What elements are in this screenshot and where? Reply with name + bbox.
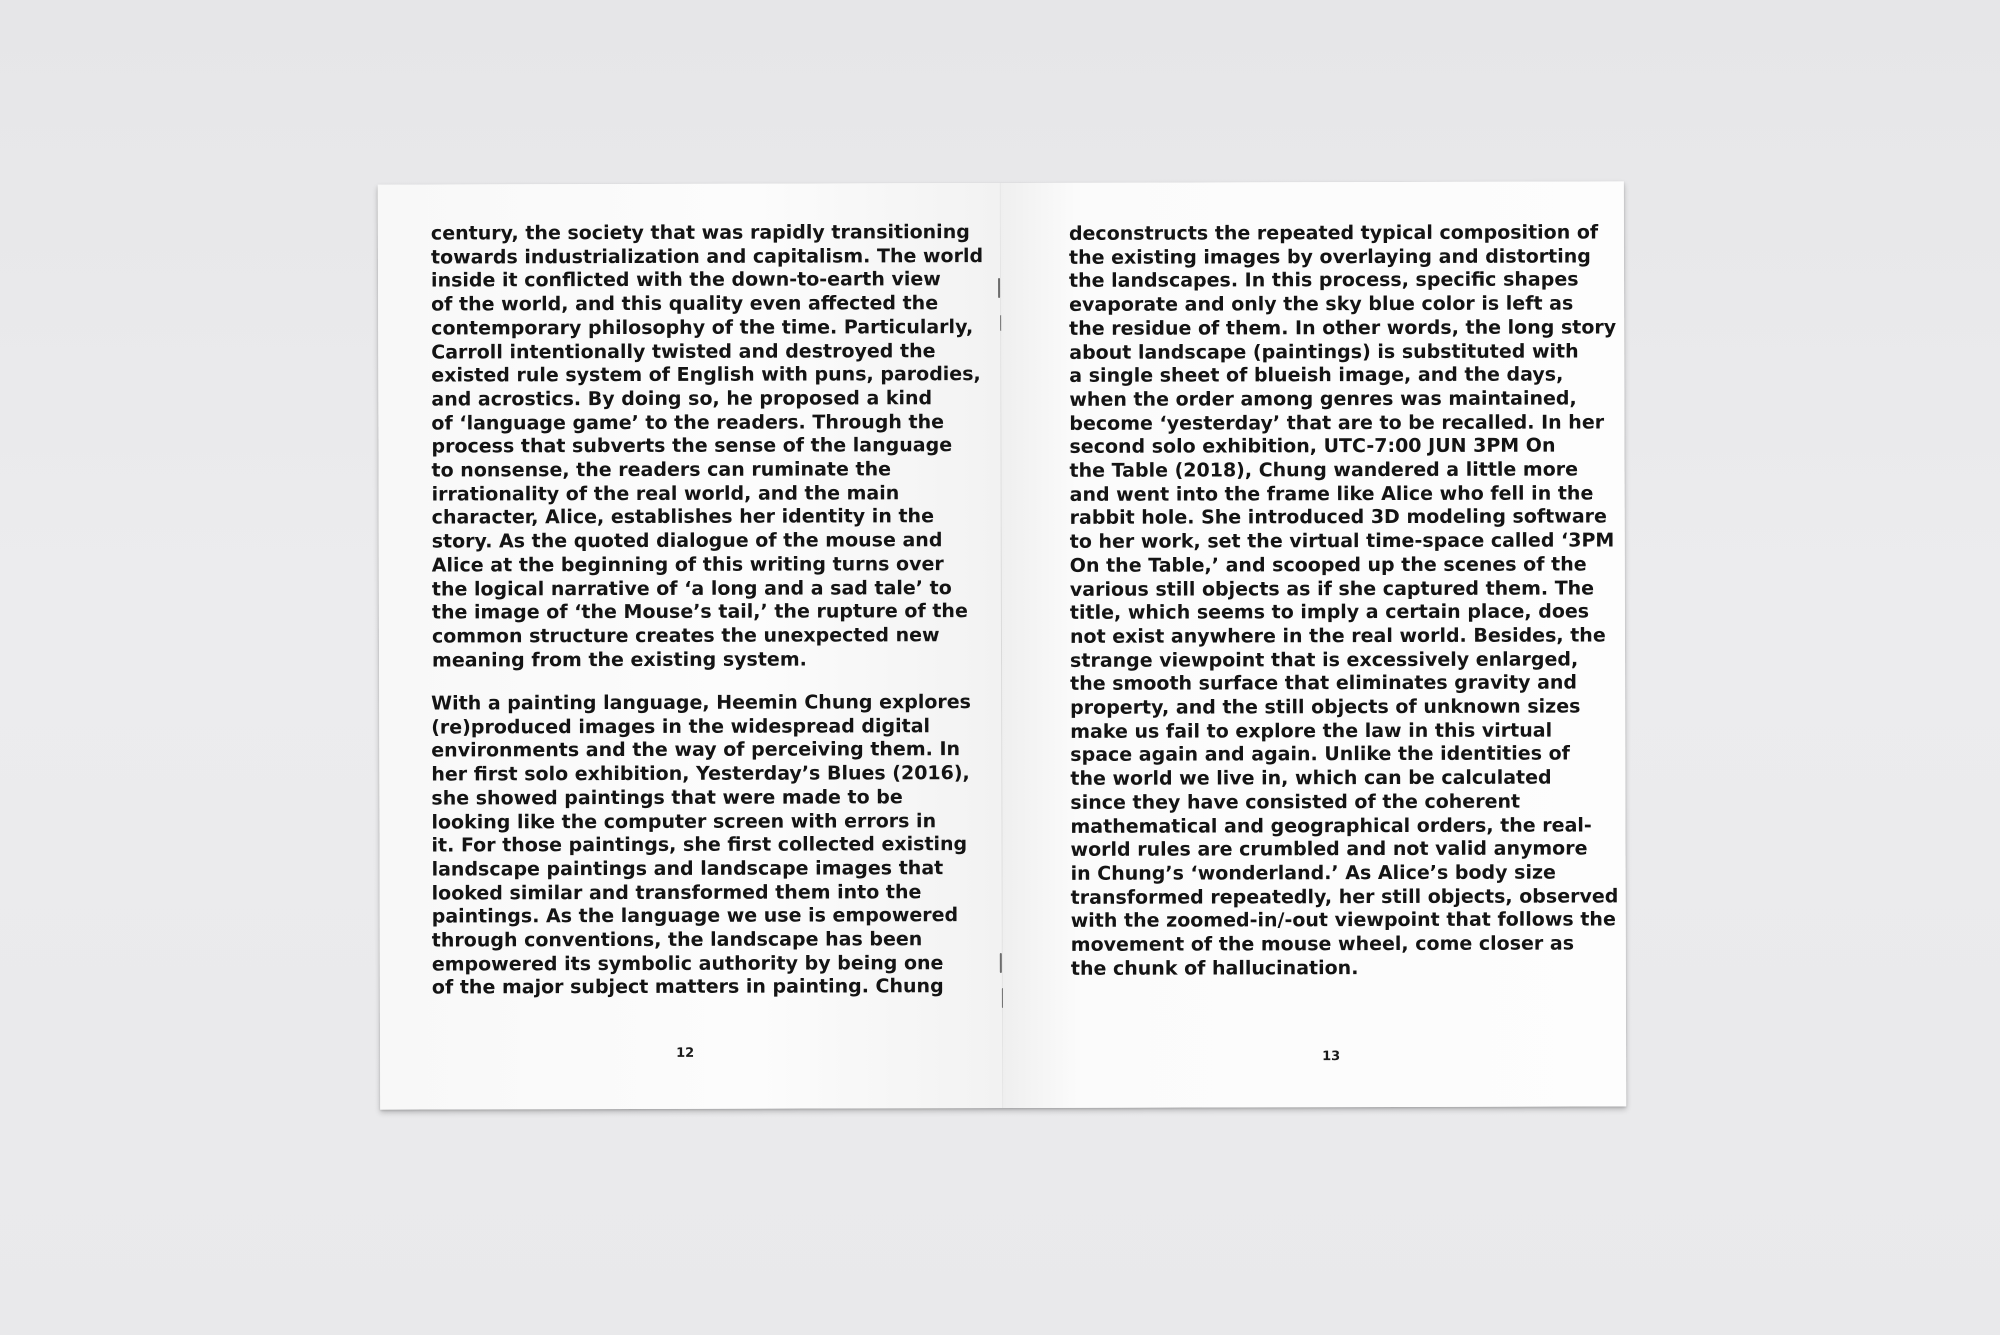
text-line: it. For those paintings, she first collected existing xyxy=(431,833,968,857)
text-line: to her work, set the virtual time-space called ‘3PM xyxy=(1069,529,1615,553)
left-paragraph-1 xyxy=(431,221,984,673)
text-line: title, which seems to imply a certain place, does xyxy=(1069,600,1590,625)
text-line: and went into the frame like Alice who fell in the xyxy=(1069,482,1594,506)
text-line: of the world, and this quality even affected the xyxy=(431,292,939,316)
text-line: about landscape (paintings) is substituted with xyxy=(1069,340,1579,364)
page-number-right: 13 xyxy=(1322,1049,1341,1065)
text-line: movement of the mouse wheel, come closer as xyxy=(1070,932,1575,956)
text-line: the image of ‘the Mouse’s tail,’ the rupture of the xyxy=(431,600,968,624)
text-line: story. As the quoted dialogue of the mouse and xyxy=(431,529,943,553)
left-page xyxy=(378,183,1003,1110)
text-line: looking like the computer screen with errors in xyxy=(431,809,937,834)
text-line: to nonsense, the readers can ruminate the xyxy=(431,458,892,482)
text-line: the world we live in, which can be calculated xyxy=(1070,766,1552,790)
text-line: empowered its symbolic authority by being one xyxy=(431,951,944,976)
text-line: Carroll intentionally twisted and destroyed the xyxy=(431,339,936,364)
left-paragraph-2 xyxy=(431,691,972,1001)
text-line: character, Alice, establishes her identity in the xyxy=(431,505,934,529)
text-line: of ‘language game’ to the readers. Through the xyxy=(431,410,945,435)
text-line: existed rule system of English with puns, parodies, xyxy=(431,363,981,387)
text-line: meaning from the existing system. xyxy=(432,648,807,672)
text-line: not exist anywhere in the real world. Besides, the xyxy=(1069,624,1606,648)
text-line: Alice at the beginning of this writing turns over xyxy=(431,552,944,577)
text-line: rabbit hole. She introduced 3D modeling software xyxy=(1069,505,1607,530)
text-line: the landscapes. In this process, specific shapes xyxy=(1069,268,1579,293)
staple-mark xyxy=(1000,953,1002,973)
text-line: contemporary philosophy of the time. Particularly, xyxy=(431,315,974,340)
text-line: paintings. As the language we use is empowered xyxy=(431,904,959,928)
text-line: space again and again. Unlike the identities of xyxy=(1070,742,1570,767)
text-line: various still objects as if she captured them. The xyxy=(1069,576,1595,601)
text-line: second solo exhibition, UTC-7:00 JUN 3PM On xyxy=(1069,434,1556,459)
text-line: (re)produced images in the widespread digital xyxy=(431,714,931,739)
text-line: transformed repeatedly, her still objects, observed xyxy=(1070,885,1619,909)
text-line: evaporate and only the sky blue color is left as xyxy=(1069,292,1574,316)
text-line: the smooth surface that eliminates gravity and xyxy=(1070,671,1578,696)
text-line: through conventions, the landscape has been xyxy=(431,928,923,952)
text-line: since they have consisted of the coherent xyxy=(1070,790,1521,814)
text-line: the Table (2018), Chung wandered a little more xyxy=(1069,458,1579,482)
text-line: process that subverts the sense of the language xyxy=(431,434,953,458)
text-line: the existing images by overlaying and distorting xyxy=(1068,245,1591,269)
right-paragraph-1 xyxy=(1069,221,1619,981)
text-line: landscape paintings and landscape images that xyxy=(431,857,944,881)
text-line: make us fail to explore the law in this virtual xyxy=(1070,719,1553,743)
text-line: property, and the still objects of unknown sizes xyxy=(1070,695,1581,719)
text-line: the chunk of hallucination. xyxy=(1070,956,1359,980)
text-line: towards industrialization and capitalism. The world xyxy=(430,244,984,269)
text-line: With a painting language, Heemin Chung explores xyxy=(431,691,971,715)
text-line: looked similar and transformed them into the xyxy=(431,880,922,905)
text-line: her first solo exhibition, Yesterday’s Blues (2016), xyxy=(431,762,970,786)
text-line: she showed paintings that were made to be xyxy=(431,786,903,810)
text-line: a single sheet of blueish image, and the days, xyxy=(1069,363,1564,388)
text-line: common structure creates the unexpected new xyxy=(431,624,940,648)
text-line: become ‘yesterday’ that are to be recalled. In her xyxy=(1069,411,1605,435)
text-line: with the zoomed-in/-out viewpoint that follows the xyxy=(1070,908,1616,933)
text-line: the logical narrative of ‘a long and a sad tale’ to xyxy=(431,576,952,601)
page-number-left: 12 xyxy=(676,1045,695,1061)
text-line: the residue of them. In other words, the long story xyxy=(1069,316,1617,340)
text-line: world rules are crumbled and not valid anymore xyxy=(1070,837,1588,862)
text-line: irrationality of the real world, and the main xyxy=(431,482,900,506)
text-line: and acrostics. By doing so, he proposed a kind xyxy=(431,387,933,411)
text-line: of the major subject matters in painting. Chung xyxy=(431,975,944,999)
text-line: when the order among genres was maintained, xyxy=(1069,387,1577,411)
staple-mark xyxy=(998,278,1000,298)
text-line: On the Table,’ and scooped up the scenes of the xyxy=(1069,553,1587,577)
text-line: inside it conflicted with the down-to-earth view xyxy=(431,268,941,292)
text-line: environments and the way of perceiving them. In xyxy=(431,738,961,762)
open-booklet xyxy=(378,181,1626,1109)
text-line: century, the society that was rapidly transitioning xyxy=(430,221,970,245)
text-line: in Chung’s ‘wonderland.’ As Alice’s body size xyxy=(1070,861,1556,885)
text-line: deconstructs the repeated typical composition of xyxy=(1068,221,1599,245)
text-line: strange viewpoint that is excessively enlarged, xyxy=(1070,648,1579,672)
text-line: mathematical and geographical orders, the real- xyxy=(1070,814,1592,838)
